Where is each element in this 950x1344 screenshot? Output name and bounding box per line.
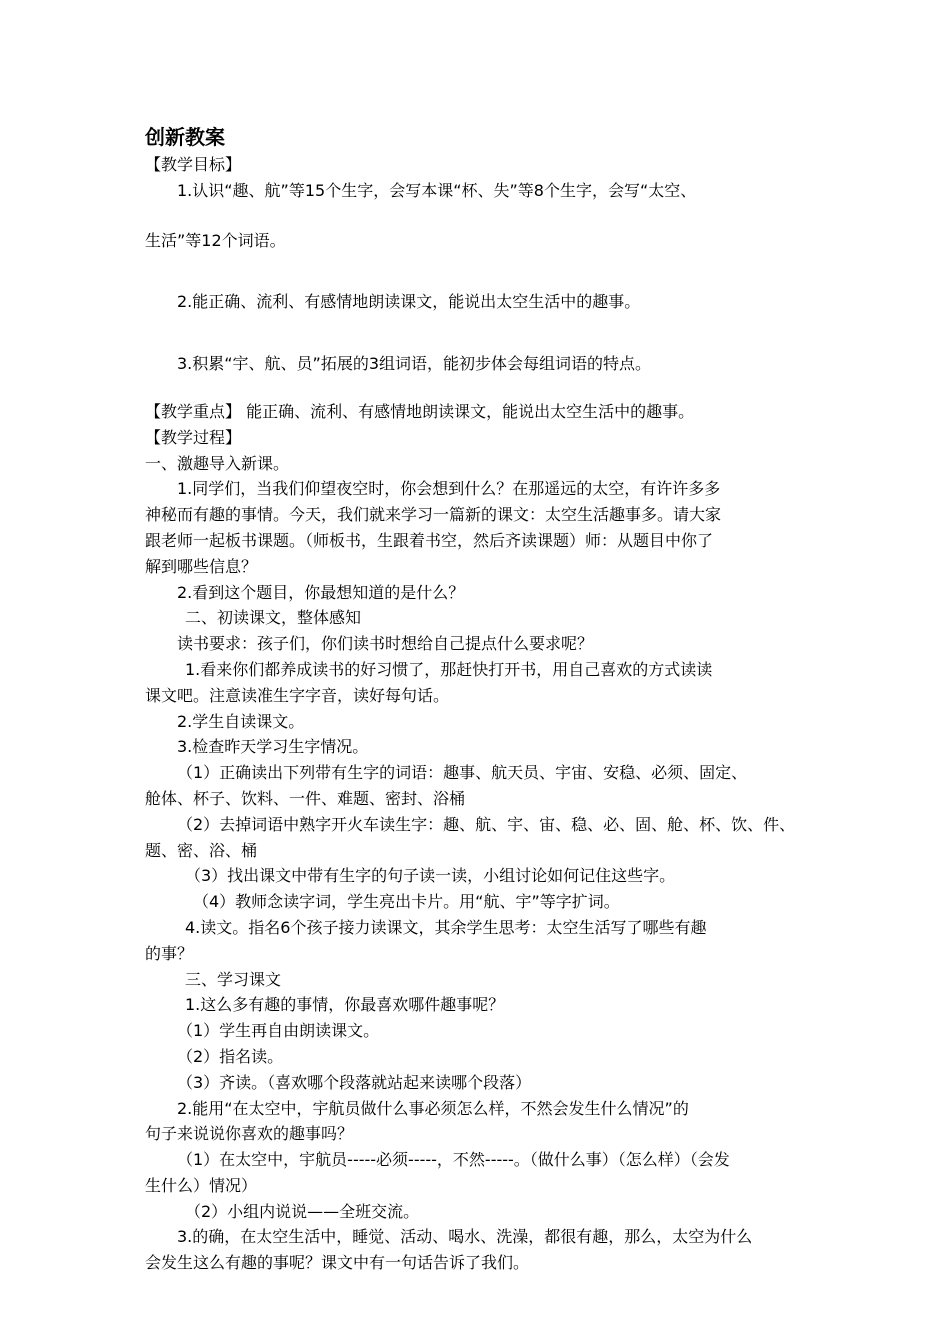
step-3-2-2: （2）小组内说说——全班交流。: [185, 1201, 420, 1221]
step-3-2-line-1: 2.能用“在太空中，宇航员做什么事必须怎么样，不然会发生什么情况”的: [177, 1098, 689, 1118]
step-3-3-line-2: 会发生这么有趣的事呢？课文中有一句话告诉了我们。: [145, 1253, 530, 1273]
step-2-3-2-line-1: （2）去掉词语中熟字开火车读生字：趣、航、宇、宙、稳、必、固、舱、杯、饮、件、: [177, 814, 796, 834]
step-3-1-2: （2）指名读。: [177, 1046, 284, 1066]
step-2-heading: 二、初读课文，整体感知: [185, 608, 362, 628]
step-1-1-line-2: 神秘而有趣的事情。今天，我们就来学习一篇新的课文：太空生活趣事多。请大家: [145, 505, 722, 525]
step-3-3-line-1: 3.的确，在太空生活中，睡觉、活动、喝水、洗澡，都很有趣，那么，太空为什么: [177, 1227, 753, 1247]
step-2-3-1-line-2: 舱体、杯子、饮料、一件、难题、密封、浴桶: [145, 788, 466, 808]
step-3-1-3: （3）齐读。（喜欢哪个段落就站起来读哪个段落）: [177, 1072, 532, 1092]
step-3-2-1-line-1: （1）在太空中，宇航员-----必须-----，不然-----。（做什么事）（怎么样）（会发: [177, 1150, 730, 1170]
step-1-1-line-4: 解到哪些信息？: [145, 556, 258, 576]
step-1-2: 2.看到这个题目，你最想知道的是什么？: [177, 582, 465, 602]
step-2-4-line-2: 的事？: [145, 943, 194, 963]
step-2-1-line-1: 1.看来你们都养成读书的好习惯了，那赶快打开书，用自己喜欢的方式读读: [185, 659, 713, 679]
step-3-2-1-line-2: 生什么）情况）: [145, 1175, 258, 1195]
goal-1-line-2: 生活”等12个词语。: [145, 230, 286, 250]
step-2-3-3: （3）找出课文中带有生字的句子读一读，小组讨论如何记住这些字。: [185, 866, 676, 886]
key-points: 【教学重点】 能正确、流利、有感情地朗读课文，能说出太空生活中的趣事。: [145, 401, 695, 421]
step-1-1-line-3: 跟老师一起板书课题。（师板书，生跟着书空，然后齐读课题）师：从题目中你了: [145, 530, 714, 550]
goals-heading: 【教学目标】: [145, 155, 242, 174]
step-2-3: 3.检查昨天学习生字情况。: [177, 737, 369, 757]
step-2-2: 2.学生自读课文。: [177, 711, 305, 731]
step-2-1-line-2: 课文吧。注意读准生字字音，读好每句话。: [145, 685, 450, 705]
step-2-4-line-1: 4.读文。指名6个孩子接力读课文，其余学生思考：太空生活写了哪些有趣: [185, 917, 707, 937]
step-3-1-1: （1）学生再自由朗读课文。: [177, 1021, 380, 1041]
goal-3: 3.积累“宇、航、员”拓展的3组词语，能初步体会每组词语的特点。: [177, 354, 652, 374]
goal-1-line-1: 1.认识“趣、航”等15个生字，会写本课“杯、失”等8个生字，会写“太空、: [177, 180, 697, 200]
goal-2: 2.能正确、流利、有感情地朗读课文，能说出太空生活中的趣事。: [177, 292, 641, 312]
step-3-2-line-2: 句子来说说你喜欢的趣事吗？: [145, 1124, 354, 1144]
document-title: 创新教案: [145, 125, 225, 149]
reading-requirement: 读书要求：孩子们，你们读书时想给自己提点什么要求呢？: [177, 634, 594, 654]
step-2-3-1-line-1: （1）正确读出下列带有生字的词语：趣事、航天员、宇宙、安稳、必须、固定、: [177, 763, 748, 783]
process-heading: 【教学过程】: [145, 427, 242, 447]
step-1-1-line-1: 1.同学们，当我们仰望夜空时，你会想到什么？在那遥远的太空，有许许多多: [177, 479, 721, 499]
step-1-heading: 一、激趣导入新课。: [145, 453, 290, 473]
step-3-1: 1.这么多有趣的事情，你最喜欢哪件趣事呢？: [185, 995, 505, 1015]
step-2-3-2-line-2: 题、密、浴、桶: [145, 840, 258, 860]
step-3-heading: 三、学习课文: [185, 969, 282, 989]
step-2-3-4: （4）教师念读字词，学生亮出卡片。用“航、宇”等字扩词。: [193, 892, 620, 912]
document-body: [145, 122, 825, 1276]
